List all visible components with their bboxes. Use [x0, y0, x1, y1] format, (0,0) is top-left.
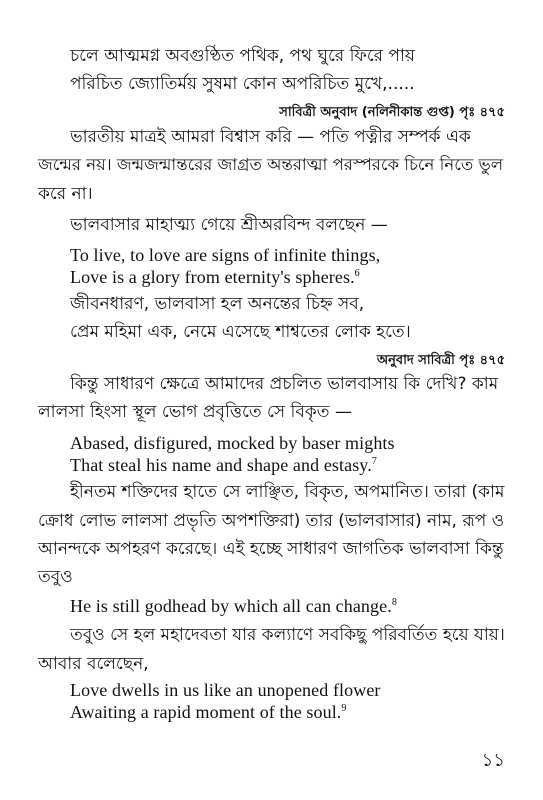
- verse-line-1: চলে আত্মমগ্ন অবগুণ্ঠিত পথিক, পথ ঘুরে ফিরে পায়: [70, 46, 415, 66]
- footnote-marker: 9: [341, 703, 347, 714]
- paragraph-line: তবুও: [38, 567, 73, 587]
- english-quote-line: [70, 268, 470, 286]
- footnote-marker: 8: [391, 597, 397, 608]
- paragraph-line: কিন্তু সাধারণ ক্ষেত্রে আমাদের প্রচলিত ভালবাসায় কি দেখি? কাম: [70, 374, 499, 394]
- footnote-marker: 6: [354, 268, 360, 279]
- footnote-marker: 7: [371, 456, 377, 467]
- paragraph-line: ক্রোধ লোভ লালসা প্রভৃতি অপশক্তিরা) তার (ভালবাসার) নাম, রূপ ও: [38, 511, 505, 531]
- english-quote-line: [70, 703, 470, 721]
- english-quote-line: Abased, disfigured, mocked by baser mights: [70, 433, 395, 453]
- translation-credit: অনুবাদ সাবিত্রী পৃঃ ৪৭৫: [376, 353, 505, 368]
- quote-text: That steal his name and shape and estasy.: [70, 455, 372, 475]
- verse-line-3: জীবনধারণ, ভালবাসা হল অনন্তের চিহ্ন সব,: [70, 294, 365, 314]
- paragraph-line: আবার বলেছেন,: [38, 654, 149, 674]
- paragraph-line: হীনতম শক্তিদের হাতে সে লাঞ্ছিত, বিকৃত, অপমানিত। তারা (কাম: [70, 482, 505, 502]
- verse-line-2: পরিচিত জ্যোতির্ময় সুষমা কোন অপরিচিত মুখে,.....: [70, 74, 415, 94]
- intro-line: ভালবাসার মাহাত্ম্য গেয়ে শ্রীঅরবিন্দ বলছেন —: [70, 215, 388, 235]
- paragraph-line: জন্মের নয়। জন্মজন্মান্তরের জাগ্রত অন্তরাত্মা পরস্পরকে চিনে নিতে ভুল: [38, 155, 504, 174]
- translation-credit: সাবিত্রী অনুবাদ (নলিনীকান্ত গুপ্ত) পৃঃ ৪৭৫: [279, 105, 505, 120]
- paragraph-line: করে না।: [38, 184, 93, 204]
- quote-text: Awaiting a rapid moment of the soul.: [70, 702, 342, 722]
- quote-text: Love is a glory from eternity's spheres.: [70, 267, 355, 287]
- english-quote-line: [70, 597, 490, 615]
- paragraph-line: ভারতীয় মাত্রই আমরা বিশ্বাস করি — পতি পত্নীর সম্পর্ক এক: [70, 127, 471, 147]
- paragraph-line: আনন্দকে অপহরণ করেছে। এই হচ্ছে সাধারণ জাগতিক ভালবাসা কিন্তু: [38, 539, 504, 559]
- page-number: ১১: [481, 750, 505, 771]
- english-quote-line: [70, 456, 470, 474]
- paragraph-line: লালসা হিংসা স্থূল ভোগ প্রবৃত্তিতে সে বিকৃত —: [38, 402, 352, 422]
- english-quote-line: Love dwells in us like an unopened flower: [70, 680, 381, 700]
- paragraph-line: তবুও সে হল মহাদেবতা যার কল্যাণে সবকিছু পরিবর্তিত হয়ে যায়।: [70, 625, 505, 645]
- verse-line-4: প্রেম মহিমা এক, নেমে এসেছে শাশ্বতের লোক হতে।: [70, 322, 411, 342]
- quote-text: He is still godhead by which all can change.: [70, 596, 392, 616]
- english-quote-line: To live, to love are signs of infinite things,: [70, 245, 381, 265]
